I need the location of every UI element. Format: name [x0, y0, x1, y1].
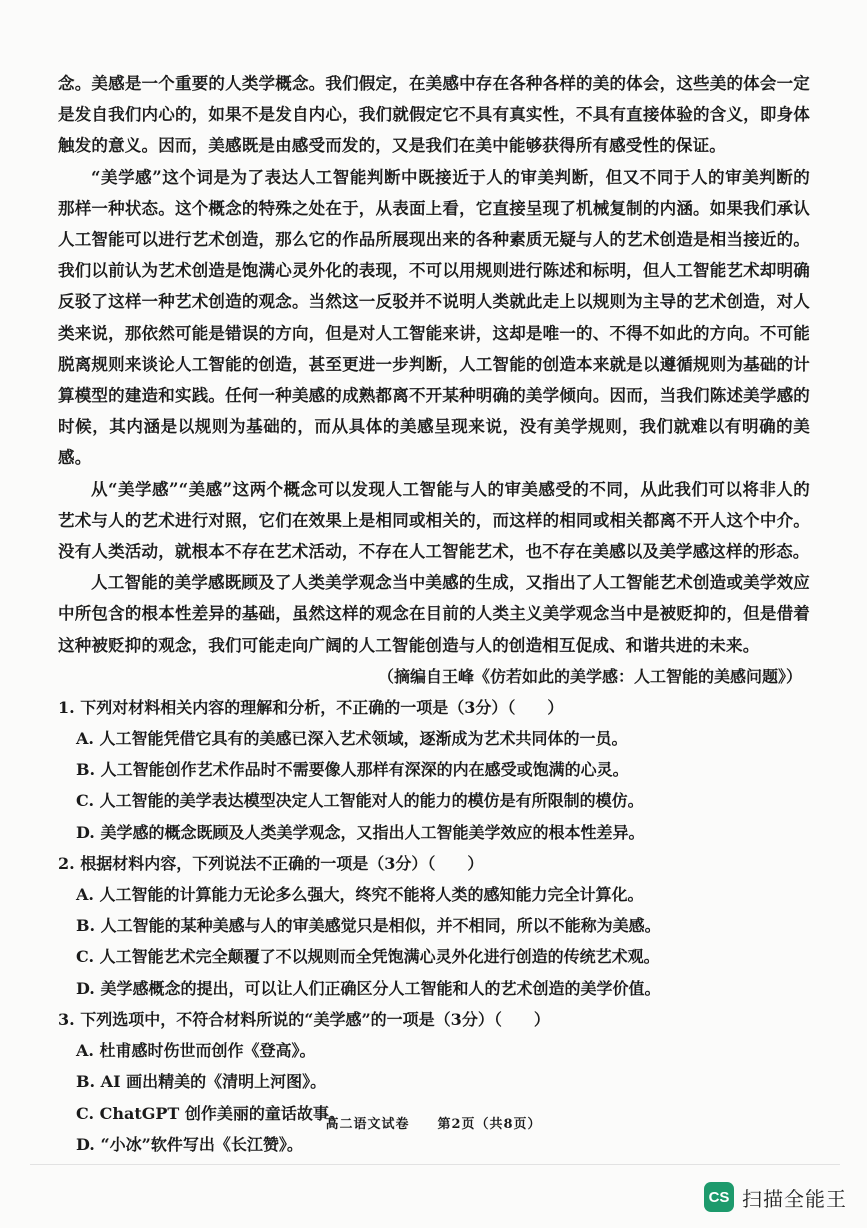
question-option: D. “小冰”软件写出《长江赞》。: [76, 1134, 303, 1154]
question-option: C. 人工智能艺术完全颠覆了不以规则而全凭饱满心灵外化进行创造的传统艺术观。: [76, 947, 660, 967]
brand-name: 扫描全能王: [742, 1186, 847, 1211]
question-option: A. 人工智能凭借它具有的美感已深入艺术领域，逐渐成为艺术共同体的一员。: [76, 729, 628, 749]
scanner-watermark: [704, 1180, 847, 1214]
exam-content: [58, 68, 810, 1160]
page-footer: 高二语文试卷 第2页（共8页）: [325, 1117, 542, 1132]
question-option: A. 人工智能的计算能力无论多么强大，终究不能将人类的感知能力完全计算化。: [76, 885, 644, 905]
camscanner-logo-icon: CS: [704, 1182, 734, 1212]
question-option: A. 杜甫感时伤世而创作《登高》。: [76, 1041, 316, 1061]
question-stem: 1. 下列对材料相关内容的理解和分析，不正确的一项是（3分）（ ）: [58, 697, 564, 717]
question-option: B. AI 画出精美的《清明上河图》。: [76, 1072, 327, 1092]
divider: [30, 1164, 840, 1165]
question-2: [58, 848, 810, 1004]
question-3: [58, 1004, 810, 1160]
passage-paragraph-2: “美学感”这个词是为了表达人工智能判断中既接近于人的审美判断，但又不同于人的审美判断的那样一种状态。这个概念的特殊之处在于，从表面上看，它直接呈现了机械复制的内涵。如果我们承认人工智能可以进行艺术创造，那么它的作品所展现出来的各种素质无疑与人的艺术创造是相当接近的。我们以前认为艺术创造是饱满心灵外化的表现，不可以用规则进行陈述和标明，但人工智能艺术却明确反驳了这样一种艺术创造的观念。当然这一反驳并不说明人类就此走上以规则为主导的艺术创造，对人类来说，那依然可能是错误的方向，但是对人工智能来讲，这却是唯一的、不得不如此的方向。不可能脱离规则来谈论人工智能的创造，甚至更进一步判断，人工智能的创造本来就是以遵循规则为基础的计算模型的建造和实践。任何一种美感的成熟都离不开某种明确的美学倾向。因而，当我们陈述美学感的时候，其内涵是以规则为基础的，而从具体的美感呈现来说，没有美学规则，我们就难以有明确的美感。: [58, 167, 810, 468]
question-option: C. 人工智能的美学表达模型决定人工智能对人的能力的模仿是有所限制的模仿。: [76, 791, 644, 811]
question-option: D. 美学感概念的提出，可以让人们正确区分人工智能和人的艺术创造的美学价值。: [76, 978, 661, 998]
passage-citation: （摘编自王峰《仿若如此的美学感：人工智能的美感问题》）: [377, 666, 802, 686]
question-option: D. 美学感的概念既顾及人类美学观念，又指出人工智能美学效应的根本性差异。: [76, 822, 645, 842]
passage-paragraph-1: 念。美感是一个重要的人类学概念。我们假定，在美感中存在各种各样的美的体会，这些美的体会一定是发自我们内心的，如果不是发自内心，我们就假定它不具有真实性，不具有直接体验的含义，即身体触发的意义。因而，美感既是由感受而发的，又是我们在美中能够获得所有感受性的保证。: [58, 74, 810, 156]
question-stem: 2. 根据材料内容，下列说法不正确的一项是（3分）（ ）: [58, 853, 484, 873]
question-stem: 3. 下列选项中，不符合材料所说的“美学感”的一项是（3分）（ ）: [58, 1009, 550, 1029]
passage-paragraph-3: 从“美学感”“美感”这两个概念可以发现人工智能与人的审美感受的不同，从此我们可以将非人的艺术与人的艺术进行对照，它们在效果上是相同或相关的，而这样的相同或相关都离不开人这个中介。没有人类活动，就根本不存在艺术活动，不存在人工智能艺术，也不存在美感以及美学感这样的形态。: [58, 479, 810, 562]
passage-paragraph-4: 人工智能的美学感既顾及了人类美学观念当中美感的生成，又指出了人工智能艺术创造或美学效应中所包含的根本性差异的基础，虽然这样的观念在目前的人类主义美学观念当中是被贬抑的，但是借着这种被贬抑的观念，我们可能走向广阔的人工智能创造与人的创造相互促成、和谐共进的未来。: [58, 573, 810, 655]
question-option: B. 人工智能创作艺术作品时不需要像人那样有深深的内在感受或饱满的心灵。: [76, 760, 629, 780]
question-option: B. 人工智能的某种美感与人的审美感觉只是相似，并不相同，所以不能称为美感。: [76, 916, 661, 936]
question-option: C. ChatGPT 创作美丽的童话故事。: [76, 1103, 345, 1123]
question-1: [58, 692, 810, 848]
